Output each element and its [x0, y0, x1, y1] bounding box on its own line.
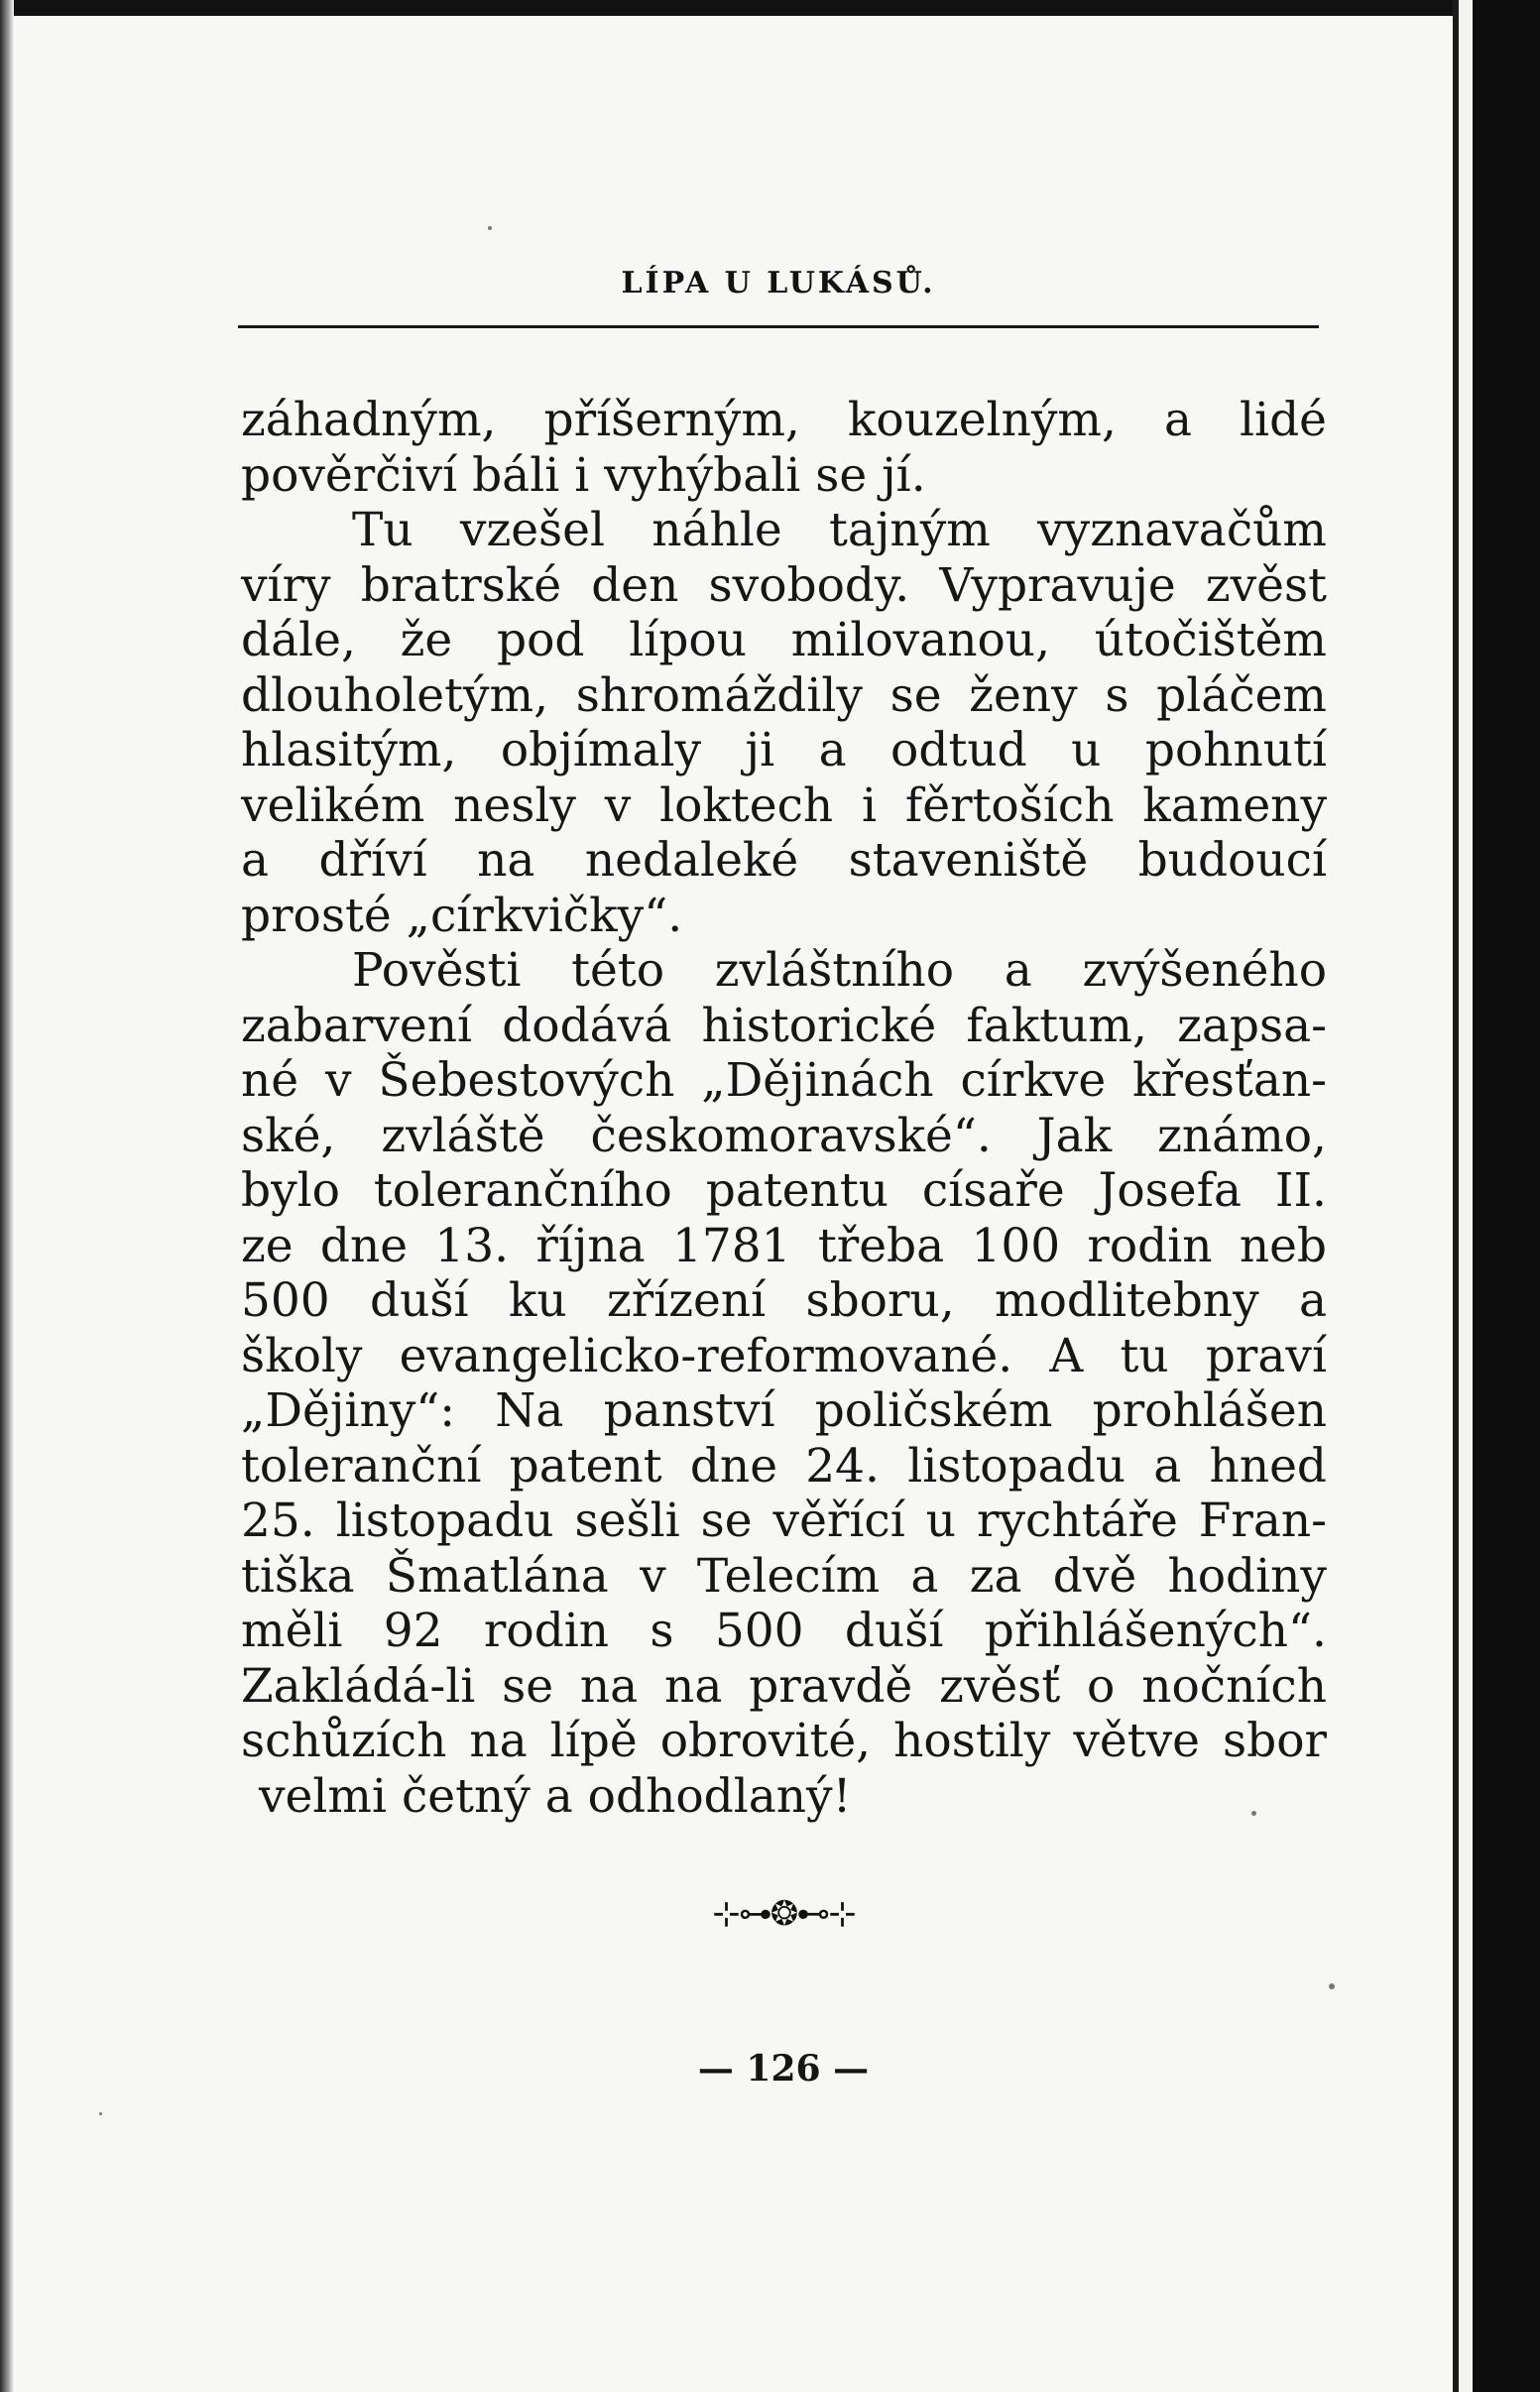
scan-speck [99, 2112, 102, 2115]
body-line: víry bratrské den svobody. Vypravuje zvěst [241, 557, 1327, 613]
body-line: Pověsti této zvláštního a zvýšeného [352, 943, 1327, 998]
body-line: záhadným, příšerným, kouzelným, a lidé [241, 393, 1327, 447]
body-line: prosté „církvičky“. [241, 888, 683, 943]
scan-speck [1251, 1811, 1256, 1816]
body-line: velmi četný a odhodlaný! [259, 1768, 852, 1824]
body-line: né v Šebestových „Dějinách církve křesťan- [241, 1053, 1327, 1108]
scan-speck [1329, 1983, 1335, 1989]
scan-edge-left [0, 0, 14, 2392]
body-line: Zakládá-li se na na pravdě zvěsť o nočních [241, 1658, 1327, 1714]
body-line: ské, zvláště českomoravské“. Jak známo, [241, 1108, 1327, 1163]
body-line: schůzích na lípě obrovité, hostily větve sbor [241, 1714, 1327, 1768]
body-line: dlouholetým, shromáždily se ženy s pláčem [241, 667, 1327, 723]
header-rule [238, 325, 1319, 328]
body-text [241, 393, 1327, 1824]
body-line: toleranční patent dne 24. listopadu a hned [241, 1438, 1327, 1494]
body-line: ze dne 13. října 1781 třeba 100 rodin neb [241, 1218, 1327, 1273]
body-line: „Dějiny“: Na panství poličském prohlášen [241, 1383, 1327, 1438]
body-line: měli 92 rodin s 500 duší přihlášených“. [241, 1604, 1327, 1658]
body-line: pověrčiví báli i vyhýbali se jí. [241, 447, 926, 503]
body-line: Tu vzešel náhle tajným vyznavačům [352, 503, 1327, 557]
body-line: školy evangelicko-reformované. A tu praví [241, 1328, 1327, 1383]
scan-speck [488, 226, 492, 230]
body-line: hlasitým, objímaly ji a odtud u pohnutí [241, 723, 1327, 777]
running-head: LÍPA U LUKÁSŮ. [621, 266, 936, 300]
body-line: 25. listopadu sešli se věřící u rychtáře Fran- [241, 1494, 1327, 1548]
body-line: a dříví na nedaleké staveniště budoucí [241, 833, 1327, 888]
page-number: — 126 — [697, 2048, 870, 2090]
body-line: velikém nesly v loktech i fěrtoších kameny [241, 777, 1327, 833]
scan-edge-right-inner [1453, 0, 1473, 2392]
body-line: 500 duší ku zřízení sboru, modlitebny a [241, 1273, 1327, 1328]
body-line: tiška Šmatlána v Telecím a za dvě hodiny [241, 1548, 1327, 1604]
section-ornament: ⊹⊶❂⊷⊹ [712, 1894, 855, 1934]
scan-edge-right [1473, 0, 1540, 2392]
body-line: bylo tolerančního patentu císaře Josefa II. [241, 1163, 1327, 1218]
body-line: zabarvení dodává historické faktum, zapsa- [241, 998, 1327, 1053]
body-line: dále, že pod lípou milovanou, útočištěm [241, 613, 1327, 667]
scan-edge-top [0, 0, 1540, 16]
